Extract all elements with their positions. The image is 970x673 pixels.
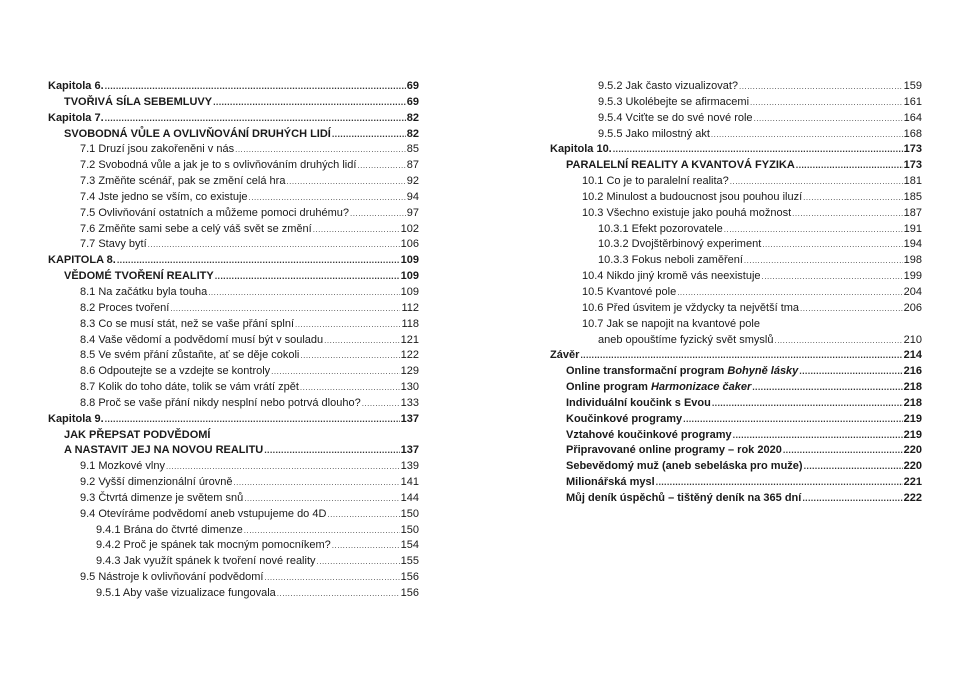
- toc-entry-page: 109: [400, 270, 419, 283]
- toc-entry-page: 102: [400, 222, 419, 235]
- toc-entry-page: 181: [903, 175, 922, 188]
- toc-entry-page: 118: [401, 317, 419, 330]
- toc-entry-page: 156: [400, 571, 419, 584]
- toc-entry-title: Vztahové koučinkové programy: [566, 428, 732, 441]
- toc-entry-page: 94: [406, 190, 419, 203]
- toc-entry: [550, 253, 922, 269]
- dot-leader: [656, 475, 903, 491]
- toc-entry-page: 164: [903, 111, 922, 124]
- dot-leader: [774, 333, 902, 349]
- toc-entry-title: 10.3.3 Fokus neboli zaměření: [598, 254, 743, 267]
- dot-leader: [264, 570, 399, 586]
- dot-leader: [324, 333, 399, 349]
- dot-leader: [313, 222, 400, 238]
- toc-entry: [48, 507, 419, 523]
- toc-entry: [550, 111, 922, 127]
- toc-entry-title: KAPITOLA 8.: [48, 254, 116, 267]
- dot-leader: [332, 127, 406, 143]
- toc-entry: [550, 206, 922, 222]
- dot-leader: [762, 269, 903, 285]
- dot-leader: [739, 79, 903, 95]
- dot-leader: [683, 412, 903, 428]
- toc-entry-page: 139: [400, 460, 419, 473]
- toc-entry-page: 187: [903, 206, 922, 219]
- toc-entry-title: 9.5.3 Ukolébejte se afirmacemi: [598, 95, 750, 108]
- toc-entry: [48, 111, 419, 127]
- toc-entry-title: SVOBODNÁ VŮLE A OVLIVŇOVÁNÍ DRUHÝCH LIDÍ: [64, 127, 331, 140]
- toc-entry-title: 8.7 Kolik do toho dáte, tolik se vám vrátí zpět: [80, 381, 299, 394]
- toc-entry: [48, 554, 419, 570]
- toc-entry-title: 7.7 Stavy bytí: [80, 238, 147, 251]
- toc-entry-title: 9.5 Nástroje k ovlivňování podvědomí: [80, 571, 264, 584]
- toc-entry-title: 8.1 Na začátku byla touha: [80, 285, 208, 298]
- toc-entry: [550, 396, 922, 412]
- dot-leader: [803, 190, 902, 206]
- toc-entry: [48, 95, 419, 111]
- toc-entry: [48, 459, 419, 475]
- toc-entry-page: 87: [406, 159, 419, 172]
- toc-entry-title: 7.4 Jste jedno se vším, co existuje: [80, 190, 248, 203]
- dot-leader: [750, 95, 903, 111]
- toc-entry-title: 9.4 Otevíráme podvědomí aneb vstupujeme do 4D: [80, 507, 327, 520]
- dot-leader: [802, 491, 902, 507]
- toc-entry-title: 9.2 Vyšší dimenzionální úrovně: [80, 476, 233, 489]
- toc-entry: [550, 174, 922, 190]
- toc-entry-title: Kapitola 10.: [550, 143, 612, 156]
- toc-entry-title: JAK PŘEPSAT PODVĚDOMÍ: [64, 428, 211, 441]
- dot-leader: [730, 174, 903, 190]
- toc-entry: [48, 301, 419, 317]
- toc-entry-title: 10.4 Nikdo jiný kromě vás neexistuje: [582, 270, 761, 283]
- dot-leader: [295, 317, 400, 333]
- toc-entry: [48, 586, 419, 602]
- toc-entry: [550, 348, 922, 364]
- toc-entry: [48, 333, 419, 349]
- toc-entry-page: 185: [903, 190, 922, 203]
- dot-leader: [733, 428, 903, 444]
- dot-leader: [580, 348, 902, 364]
- toc-entry: [550, 412, 922, 428]
- toc-entry-page: 150: [400, 507, 419, 520]
- dot-leader: [754, 111, 903, 127]
- dot-leader: [800, 301, 903, 317]
- dot-leader: [105, 412, 400, 428]
- toc-entry: [550, 301, 922, 317]
- toc-entry-title: TVOŘIVÁ SÍLA SEBEMLUVY: [64, 95, 213, 108]
- dot-leader: [286, 174, 405, 190]
- dot-leader: [208, 285, 399, 301]
- toc-entry: [48, 142, 419, 158]
- toc-entry-title: 10.6 Před úsvitem je vždycky ta největší tma: [582, 301, 800, 314]
- toc-entry-page: 220: [903, 444, 922, 457]
- dot-leader: [362, 396, 400, 412]
- toc-entry-page: 221: [903, 476, 922, 489]
- toc-entry: [550, 491, 922, 507]
- toc-entry-title: Milionářská mysl: [566, 476, 655, 489]
- toc-entry-title: 8.8 Proč se vaše přání nikdy nesplní nebo potrvá dlouho?: [80, 396, 361, 409]
- dot-leader: [350, 206, 406, 222]
- toc-entry-page: 173: [903, 159, 922, 172]
- toc-entry-title: 7.6 Změňte sami sebe a celý váš svět se změní: [80, 222, 312, 235]
- toc-entry-title: 8.6 Odpoutejte se a vzdejte se kontroly: [80, 365, 271, 378]
- toc-entry-title: Online transformační program Bohyně lásky: [566, 365, 799, 378]
- toc-entry-title: 9.4.1 Brána do čtvrté dimenze: [96, 523, 243, 536]
- dot-leader: [744, 253, 903, 269]
- toc-entry-title: 9.5.2 Jak často vizualizovat?: [598, 80, 739, 92]
- toc-entry: [48, 396, 419, 412]
- toc-entry-title: 9.4.2 Proč je spánek tak mocným pomocníkem?: [96, 539, 331, 552]
- toc-entry-page: 112: [401, 301, 419, 314]
- toc-entry: [550, 269, 922, 285]
- dot-leader: [117, 253, 400, 269]
- toc-entry: [48, 380, 419, 396]
- toc-entry-page: 144: [400, 491, 419, 504]
- toc-entry-page: 109: [400, 254, 419, 267]
- toc-entry-page: 92: [406, 175, 419, 188]
- toc-entry-title: Individuální koučink s Evou: [566, 396, 711, 409]
- toc-entry-page: 69: [406, 95, 419, 108]
- toc-entry: [550, 222, 922, 238]
- toc-entry-title: Koučinkové programy: [566, 412, 683, 425]
- toc-entry-page: 122: [400, 349, 419, 362]
- toc-entry: [550, 317, 922, 333]
- toc-entry: [550, 459, 922, 475]
- toc-entry-title: 9.1 Mozkové vlny: [80, 460, 165, 473]
- toc-entry: [550, 158, 922, 174]
- toc-entry-title: Můj deník úspěchů – tištěný deník na 365 dní: [566, 491, 802, 504]
- toc-entry-page: 198: [903, 254, 922, 267]
- toc-entry-page: 129: [400, 365, 419, 378]
- toc-entry-page: 218: [903, 396, 922, 409]
- dot-leader: [762, 237, 902, 253]
- toc-entry-page: 219: [903, 428, 922, 441]
- toc-right-column: [550, 79, 922, 507]
- toc-entry-title: 8.5 Ve svém přání zůstaňte, ať se děje cokoli: [80, 349, 300, 362]
- toc-entry-page: 137: [400, 412, 419, 425]
- toc-entry-page: 159: [903, 80, 922, 92]
- toc-entry-page: 206: [903, 301, 922, 314]
- toc-entry-page: 154: [400, 539, 419, 552]
- dot-leader: [677, 285, 902, 301]
- dot-leader: [148, 237, 400, 253]
- toc-entry: [550, 443, 922, 459]
- dot-leader: [233, 475, 399, 491]
- toc-entry-title: 9.4.3 Jak využít spánek k tvoření nové reality: [96, 555, 316, 568]
- dot-leader: [166, 459, 400, 475]
- dot-leader: [170, 301, 400, 317]
- toc-entry-page: 168: [903, 127, 922, 140]
- toc-entry-title: 8.4 Vaše vědomí a podvědomí musí být v souladu: [80, 333, 324, 346]
- dot-leader: [105, 111, 406, 127]
- toc-entry-page: 137: [400, 444, 419, 457]
- dot-leader: [249, 190, 406, 206]
- dot-leader: [796, 158, 903, 174]
- toc-entry: [48, 127, 419, 143]
- toc-entry: [550, 190, 922, 206]
- dot-leader: [244, 491, 399, 507]
- toc-entry: [48, 253, 419, 269]
- dot-leader: [799, 364, 902, 380]
- toc-entry-title: 7.3 Změňte scénář, pak se změní celá hra: [80, 175, 286, 188]
- toc-entry-title: 10.2 Minulost a budoucnost jsou pouhou iluzí: [582, 190, 803, 203]
- toc-entry-title: PARALELNÍ REALITY A KVANTOVÁ FYZIKA: [566, 159, 795, 172]
- toc-entry: [48, 317, 419, 333]
- toc-entry: [550, 380, 922, 396]
- toc-entry: [550, 95, 922, 111]
- toc-entry: [48, 348, 419, 364]
- toc-entry-title: 9.3 Čtvrtá dimenze je světem snů: [80, 491, 244, 504]
- toc-entry: [48, 237, 419, 253]
- toc-entry-title: 10.5 Kvantové pole: [582, 285, 677, 298]
- toc-entry: [48, 443, 419, 459]
- toc-entry-page: 191: [903, 222, 922, 235]
- toc-entry-title: A NASTAVIT JEJ NA NOVOU REALITU: [64, 444, 264, 457]
- dot-leader: [804, 459, 903, 475]
- toc-entry: [550, 237, 922, 253]
- toc-entry: [550, 333, 922, 349]
- toc-entry: [48, 538, 419, 554]
- toc-entry: [48, 491, 419, 507]
- toc-entry: [48, 190, 419, 206]
- dot-leader: [712, 396, 903, 412]
- dot-leader: [783, 443, 903, 459]
- toc-entry: [550, 475, 922, 491]
- toc-entry: [48, 412, 419, 428]
- dot-leader: [317, 554, 400, 570]
- toc-entry-title: 9.5.1 Aby vaše vizualizace fungovala: [96, 587, 276, 599]
- toc-entry: [48, 269, 419, 285]
- dot-leader: [332, 538, 400, 554]
- dot-leader: [792, 206, 903, 222]
- toc-entry-title: Kapitola 9.: [48, 412, 104, 425]
- toc-entry-page: 220: [903, 460, 922, 473]
- toc-entry-page: 109: [400, 285, 419, 298]
- toc-entry-title-italic: Harmonizace čaker: [650, 381, 752, 394]
- dot-leader: [752, 380, 902, 396]
- toc-entry-page: 156: [400, 587, 419, 599]
- toc-entry: [48, 206, 419, 222]
- dot-leader: [300, 348, 399, 364]
- toc-entry-title: 8.3 Co se musí stát, než se vaše přání splní: [80, 317, 294, 330]
- dot-leader: [244, 523, 400, 539]
- toc-entry-page: 141: [400, 476, 419, 489]
- toc-entry-page: 194: [903, 238, 922, 251]
- toc-entry-page: 97: [406, 206, 419, 219]
- toc-entry: [48, 174, 419, 190]
- dot-leader: [613, 142, 903, 158]
- toc-entry: [550, 79, 922, 95]
- toc-entry-page: 161: [903, 95, 922, 108]
- dot-leader: [215, 269, 400, 285]
- toc-entry-page: 214: [903, 349, 922, 362]
- toc-entry-page: 204: [903, 285, 922, 298]
- toc-entry: [48, 79, 419, 95]
- toc-entry: [550, 428, 922, 444]
- toc-entry-page: 222: [903, 491, 922, 504]
- dot-leader: [235, 142, 406, 158]
- toc-entry-page: 199: [903, 270, 922, 283]
- toc-entry-title: Kapitola 7.: [48, 111, 104, 124]
- toc-entry-title: 8.2 Proces tvoření: [80, 301, 170, 314]
- toc-entry-title: 7.2 Svobodná vůle a jak je to s ovlivňováním druhých lidí: [80, 159, 357, 172]
- toc-entry-page: 155: [400, 555, 419, 568]
- toc-entry-title: 10.3.1 Efekt pozorovatele: [598, 222, 723, 235]
- toc-entry-title: 10.1 Co je to paralelní realita?: [582, 175, 729, 188]
- dot-leader: [105, 79, 406, 95]
- toc-entry-title: 7.1 Druzí jsou zakořeněni v nás: [80, 143, 235, 156]
- toc-entry-title: Online program Harmonizace čaker: [566, 381, 752, 394]
- toc-entry-page: 219: [903, 412, 922, 425]
- toc-entry-title: Sebevědomý muž (aneb sebeláska pro muže): [566, 460, 803, 473]
- toc-entry-page: 133: [400, 396, 419, 409]
- toc-entry: [550, 364, 922, 380]
- toc-entry-page: 85: [406, 143, 419, 156]
- toc-entry-page: 216: [903, 365, 922, 378]
- dot-leader: [327, 507, 399, 523]
- toc-entry-page: 82: [406, 111, 419, 124]
- toc-entry-page: 82: [406, 127, 419, 140]
- toc-entry-title: 10.3.2 Dvojštěrbinový experiment: [598, 238, 762, 251]
- toc-entry-page: 69: [406, 80, 419, 92]
- toc-entry: [550, 127, 922, 143]
- toc-entry-title: 9.5.5 Jako milostný akt: [598, 127, 710, 140]
- toc-entry-title: aneb opouštíme fyzický svět smyslů: [598, 333, 774, 346]
- dot-leader: [357, 158, 405, 174]
- toc-entry-title-italic: Bohyně lásky: [727, 365, 799, 378]
- toc-entry: [48, 570, 419, 586]
- toc-entry-title: VĚDOMÉ TVOŘENÍ REALITY: [64, 270, 214, 283]
- toc-entry-page: 130: [400, 381, 419, 394]
- toc-entry: [48, 428, 419, 444]
- toc-entry-page: 106: [400, 238, 419, 251]
- toc-entry: [550, 285, 922, 301]
- dot-leader: [264, 443, 399, 459]
- toc-left-column: [48, 79, 419, 602]
- toc-entry-page: 210: [903, 333, 922, 346]
- toc-entry-title: 9.5.4 Vciťte se do své nové role: [598, 111, 753, 124]
- toc-entry: [48, 285, 419, 301]
- toc-entry: [48, 222, 419, 238]
- dot-leader: [711, 127, 903, 143]
- dot-leader: [277, 586, 400, 602]
- toc-entry-page: 218: [903, 381, 922, 394]
- toc-entry-title: 10.3 Všechno existuje jako pouhá možnost: [582, 206, 792, 219]
- dot-leader: [271, 364, 399, 380]
- dot-leader: [300, 380, 400, 396]
- dot-leader: [213, 95, 406, 111]
- toc-entry-title: 10.7 Jak se napojit na kvantové pole: [582, 317, 760, 330]
- toc-entry-title: Kapitola 6.: [48, 80, 104, 92]
- toc-entry: [48, 523, 419, 539]
- toc-entry: [48, 475, 419, 491]
- toc-entry: [550, 142, 922, 158]
- dot-leader: [724, 222, 903, 238]
- toc-entry: [48, 364, 419, 380]
- toc-entry-title: Závěr: [550, 349, 580, 362]
- toc-entry-page: 173: [903, 143, 922, 156]
- toc-entry: [48, 158, 419, 174]
- toc-entry-page: 150: [400, 523, 419, 536]
- toc-entry-title: 7.5 Ovlivňování ostatních a můžeme pomoci druhému?: [80, 206, 350, 219]
- toc-entry-title: Připravované online programy – rok 2020: [566, 444, 782, 457]
- toc-entry-page: 121: [400, 333, 419, 346]
